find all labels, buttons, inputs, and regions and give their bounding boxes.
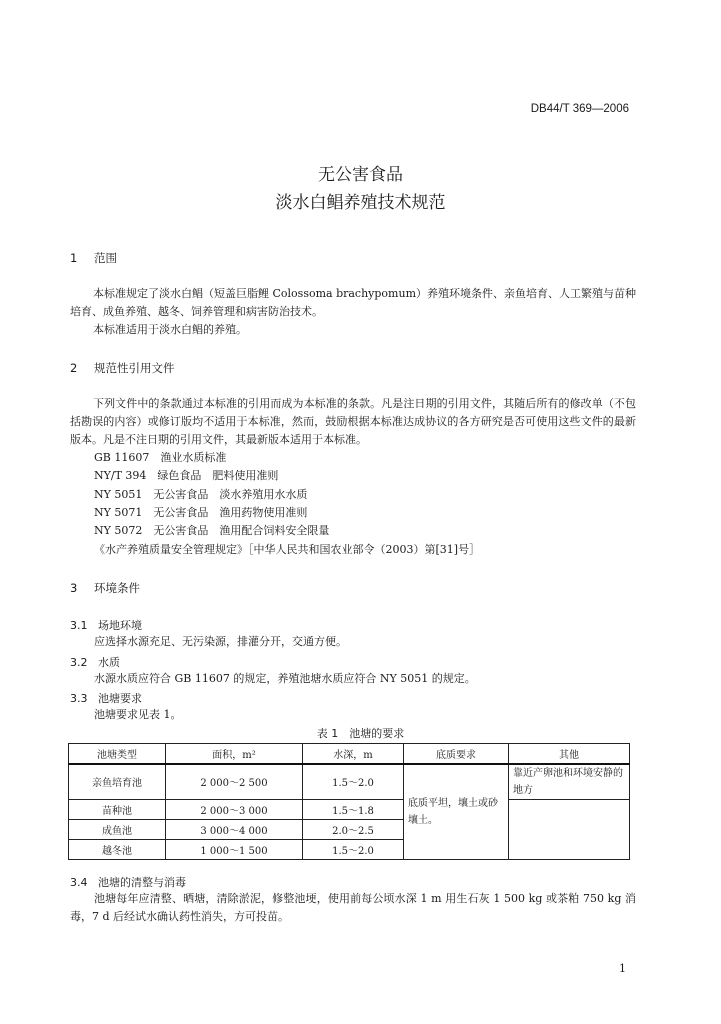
subsection-title: 池塘的清整与消毒 bbox=[98, 876, 186, 889]
reference-item: 《水产养殖质量安全管理规定》［中华人民共和国农业部令（2003）第[31]号］ bbox=[94, 543, 481, 556]
reference-item: NY 5071 无公害食品 渔用药物使用准则 bbox=[94, 506, 308, 519]
subsection-number: 3.4 bbox=[70, 876, 88, 889]
section-number: 1 bbox=[70, 251, 78, 265]
subsection-3-4-heading bbox=[70, 874, 186, 890]
subsection-3-2-text: 水源水质应符合 GB 11607 的规定，养殖池塘水质应符合 NY 5051 的规定。 bbox=[94, 672, 476, 685]
section-3-heading bbox=[70, 580, 140, 596]
table-cell-bottom-requirement: 底质平坦，壤土或砂壤土。 bbox=[404, 764, 509, 860]
table-cell: 成鱼池 bbox=[69, 820, 166, 840]
table-cell: 1.5～1.8 bbox=[303, 800, 404, 820]
reference-item: NY 5051 无公害食品 淡水养殖用水水质 bbox=[94, 488, 308, 501]
section-title: 规范性引用文件 bbox=[94, 361, 175, 375]
table-cell: 3 000～4 000 bbox=[166, 820, 303, 840]
subsection-number: 3.3 bbox=[70, 692, 88, 705]
section-1-para-2: 本标准适用于淡水白鲳的养殖。 bbox=[93, 323, 247, 336]
title-line-2: 淡水白鲳养殖技术规范 bbox=[275, 193, 446, 213]
page-number: 1 bbox=[619, 962, 626, 975]
table-header-cell: 水深，m bbox=[303, 744, 404, 764]
reference-item: NY/T 394 绿色食品 肥料使用准则 bbox=[94, 469, 279, 482]
table-cell: 2 000～3 000 bbox=[166, 800, 303, 820]
subsection-number: 3.2 bbox=[70, 656, 88, 669]
subsection-3-1-heading bbox=[70, 617, 142, 633]
table-header-cell: 面积，m² bbox=[166, 744, 303, 764]
table-header-cell: 池塘类型 bbox=[69, 744, 166, 764]
subsection-title: 池塘要求 bbox=[98, 692, 142, 705]
section-2-heading bbox=[70, 360, 175, 376]
reference-item: NY 5072 无公害食品 渔用配合饲料安全限量 bbox=[94, 524, 330, 537]
doc-number: DB44/T 369—2006 bbox=[530, 103, 629, 115]
table-cell-other: 靠近产卵池和环境安静的地方 bbox=[509, 764, 630, 800]
subsection-title: 场地环境 bbox=[98, 619, 142, 632]
table-caption: 表 1 池塘的要求 bbox=[316, 727, 405, 740]
subsection-3-1-text: 应选择水源充足、无污染源，排灌分开，交通方便。 bbox=[94, 635, 347, 648]
section-number: 3 bbox=[70, 581, 78, 595]
section-number: 2 bbox=[70, 361, 78, 375]
subsection-number: 3.1 bbox=[70, 619, 88, 632]
table-cell: 1 000～1 500 bbox=[166, 840, 303, 860]
section-2-para-1: 下列文件中的条款通过本标准的引用而成为本标准的条款。凡是注日期的引用文件，其随后所有的修改单（不包括勘误的内容）或修订版均不适用于本标准，然而，鼓励根据本标准达成协议的各方研究是否可使用这些文件的最新版本。凡是不注日期的引用文件，其最新版本适用于本标准。 bbox=[70, 397, 636, 446]
section-title: 范围 bbox=[94, 251, 117, 265]
table-header-row bbox=[69, 744, 630, 764]
table-cell: 2 000～2 500 bbox=[166, 764, 303, 800]
table-cell: 1.5～2.0 bbox=[303, 764, 404, 800]
subsection-title: 水质 bbox=[98, 656, 120, 669]
pond-requirements-table bbox=[68, 743, 630, 860]
table-cell-empty bbox=[509, 800, 630, 860]
title-line-1: 无公害食品 bbox=[318, 165, 403, 185]
subsection-3-4-text: 池塘每年应清整、晒塘，清除淤泥，修整池埂，使用前每公顷水深 1 m 用生石灰 1 500 kg 或茶粕 750 kg 消毒，7 d 后经试水确认药性消失，方可投苗。 bbox=[70, 892, 636, 923]
table-cell: 亲鱼培育池 bbox=[69, 764, 166, 800]
subsection-3-2-heading bbox=[70, 654, 120, 670]
reference-item: GB 11607 渔业水质标准 bbox=[94, 451, 227, 464]
section-title: 环境条件 bbox=[94, 581, 140, 595]
table-row bbox=[69, 800, 630, 820]
table-cell: 2.0～2.5 bbox=[303, 820, 404, 840]
table-header-cell: 其他 bbox=[509, 744, 630, 764]
table-cell: 苗种池 bbox=[69, 800, 166, 820]
section-1-heading bbox=[70, 250, 117, 266]
table-cell: 1.5～2.0 bbox=[303, 840, 404, 860]
subsection-3-3-heading bbox=[70, 690, 142, 706]
section-1-para-1: 本标准规定了淡水白鲳（短盖巨脂鲤 Colossoma brachypomum）养殖环境条件、亲鱼培育、人工繁殖与苗种培育、成鱼养殖、越冬、饲养管理和病害防治技术。 bbox=[70, 287, 636, 318]
table-row bbox=[69, 764, 630, 800]
table-header-cell: 底质要求 bbox=[404, 744, 509, 764]
subsection-3-3-text: 池塘要求见表 1。 bbox=[94, 708, 182, 721]
table-cell: 越冬池 bbox=[69, 840, 166, 860]
